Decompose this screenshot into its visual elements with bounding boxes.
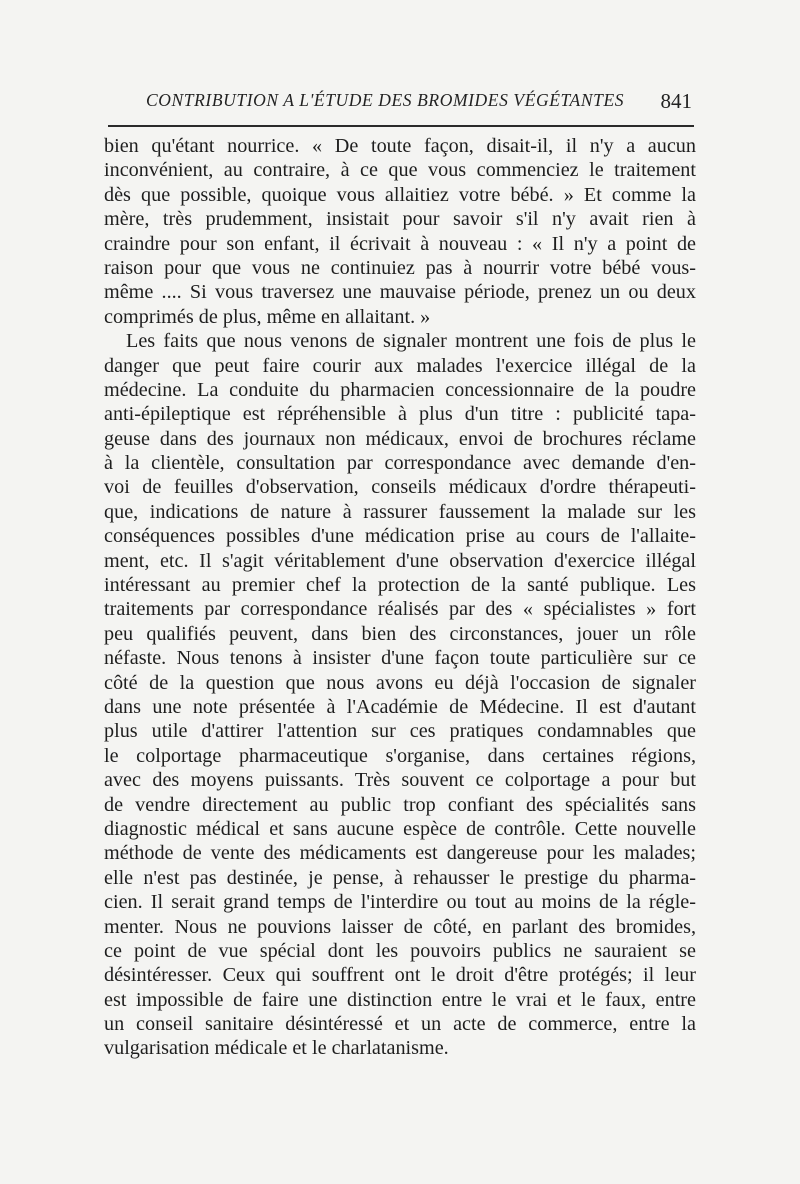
text-line: peu qualifiés peuvent, dans bien des circonstances, jouer un rôle — [104, 622, 696, 645]
text-line: inconvénient, au contraire, à ce que vous commenciez le traitement — [104, 159, 696, 182]
text-line: médecine. La conduite du pharmacien concessionnaire de la poudre — [104, 378, 696, 401]
text-line: le colportage pharmaceutique s'organise, dans certaines régions, — [104, 744, 696, 767]
text-line: diagnostic médical et sans aucune espèce de contrôle. Cette nouvelle — [104, 817, 696, 840]
page-number: 841 — [660, 89, 692, 113]
text-line: craindre pour son enfant, il écrivait à nouveau : « Il n'y a point de — [104, 232, 696, 255]
text-line: méthode de vente des médicaments est dangereuse pour les malades; — [104, 842, 696, 865]
text-line: un conseil sanitaire désintéressé et un acte de commerce, entre la — [104, 1013, 696, 1036]
text-line: elle n'est pas destinée, je pense, à rehausser le prestige du pharma- — [104, 866, 696, 889]
text-line: comprimés de plus, même en allaitant. » — [104, 305, 431, 328]
text-line: néfaste. Nous tenons à insister d'une façon toute particulière sur ce — [104, 647, 696, 670]
text-line: geuse dans des journaux non médicaux, envoi de brochures réclame — [104, 427, 696, 450]
text-line: raison pour que vous ne continuiez pas à nourrir votre bébé vous- — [104, 256, 696, 279]
text-line: ment, etc. Il s'agit véritablement d'une observation d'exercice illégal — [104, 549, 696, 572]
paragraph-1 — [104, 134, 696, 329]
text-line: cien. Il serait grand temps de l'interdire ou tout au moins de la régle- — [104, 891, 696, 914]
text-line: bien qu'étant nourrice. « De toute façon, disait-il, il n'y a aucun — [104, 135, 696, 157]
text-line: danger que peut faire courir aux malades l'exercice illégal de la — [104, 354, 696, 377]
text-line: traitements par correspondance réalisés par des « spécialistes » fort — [104, 598, 696, 621]
text-line: côté de la question que nous avons eu déjà l'occasion de signaler — [104, 671, 696, 694]
running-title: CONTRIBUTION A L'ÉTUDE DES BROMIDES VÉGÉTANTES — [146, 90, 625, 110]
text-line: Les faits que nous venons de signaler montrent une fois de plus le — [126, 330, 696, 353]
text-line: avec des moyens puissants. Très souvent ce colportage a pour but — [104, 769, 696, 792]
running-header — [146, 89, 692, 116]
text-line: mère, très prudemment, insistait pour savoir s'il n'y avait rien à — [104, 208, 696, 231]
header-rule — [108, 125, 694, 127]
body-text — [104, 134, 696, 1061]
text-line: à la clientèle, consultation par correspondance avec demande d'en- — [104, 452, 696, 475]
text-line: ce point de vue spécial dont les pouvoirs publics ne sauraient se — [104, 939, 696, 962]
text-line: anti-épileptique est répréhensible à plus d'un titre : publicité tapa- — [104, 403, 696, 426]
text-line: dans une note présentée à l'Académie de Médecine. Il est d'autant — [104, 695, 696, 718]
text-line: que, indications de nature à rassurer faussement la malade sur les — [104, 500, 696, 523]
text-line: est impossible de faire une distinction entre le vrai et le faux, entre — [104, 988, 696, 1011]
text-line: conséquences possibles d'une médication prise au cours de l'allaite- — [104, 525, 696, 548]
text-line: de vendre directement au public trop confiant des spécialités sans — [104, 793, 696, 816]
text-line: plus utile d'attirer l'attention sur ces pratiques condamnables que — [104, 720, 696, 743]
paragraph-2 — [104, 329, 696, 1061]
text-line: même .... Si vous traversez une mauvaise période, prenez un ou deux — [104, 281, 696, 304]
text-line: voi de feuilles d'observation, conseils médicaux d'ordre thérapeuti- — [104, 476, 696, 499]
text-line: désintéresser. Ceux qui souffrent ont le droit d'être protégés; il leur — [104, 964, 696, 987]
text-line: menter. Nous ne pouvions laisser de côté, en parlant des bromides, — [104, 915, 696, 938]
text-line: dès que possible, quoique vous allaitiez votre bébé. » Et comme la — [104, 183, 696, 206]
text-line: vulgarisation médicale et le charlatanisme. — [104, 1037, 449, 1060]
text-line: intéressant au premier chef la protection de la santé publique. Les — [104, 574, 696, 597]
